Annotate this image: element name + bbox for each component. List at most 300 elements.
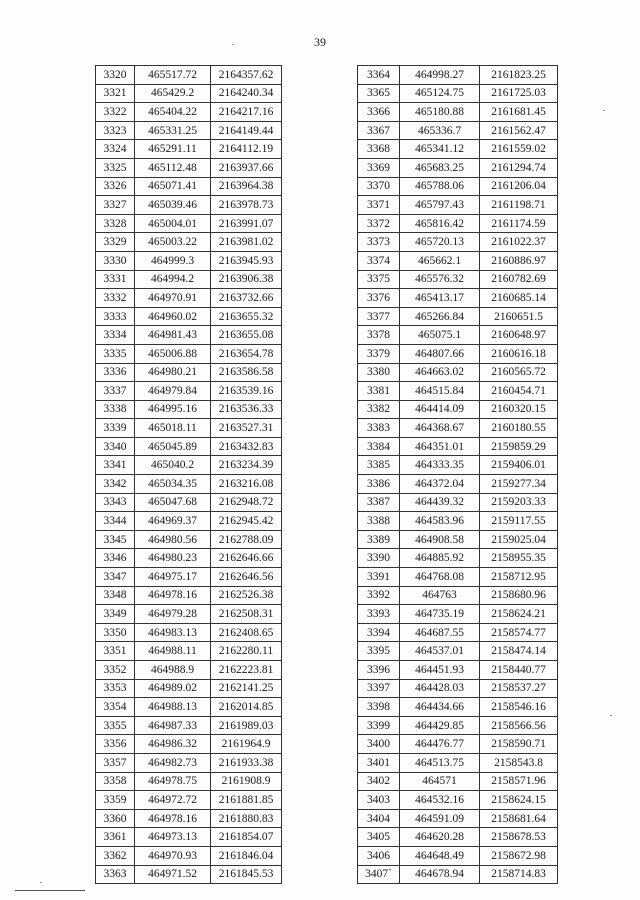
- y-coordinate-cell: 2162646.56: [211, 568, 282, 587]
- y-coordinate-cell: 2159859.29: [480, 437, 558, 456]
- point-number-cell: 3345: [96, 530, 135, 549]
- y-coordinate-cell: 2158543.8: [480, 753, 558, 772]
- table-row: [358, 84, 558, 103]
- point-number-cell: 3385: [358, 456, 400, 475]
- point-number-cell: 3352: [96, 661, 135, 680]
- table-row: [358, 530, 558, 549]
- y-coordinate-cell: 2164240.34: [211, 84, 282, 103]
- table-row: [358, 586, 558, 605]
- y-coordinate-cell: 2158680.96: [480, 586, 558, 605]
- table-row: [96, 158, 282, 177]
- point-number-cell: 3395: [358, 642, 400, 661]
- point-number-cell: 3375: [358, 270, 400, 289]
- table-row: [358, 233, 558, 252]
- x-coordinate-cell: 464971.52: [135, 865, 211, 884]
- y-coordinate-cell: 2164217.16: [211, 103, 282, 122]
- table-row: [96, 586, 282, 605]
- y-coordinate-cell: 2161908.9: [211, 772, 282, 791]
- x-coordinate-cell: 464987.33: [135, 716, 211, 735]
- table-row: [358, 382, 558, 401]
- x-coordinate-cell: 465003.22: [135, 233, 211, 252]
- y-coordinate-cell: 2164112.19: [211, 140, 282, 159]
- point-number-cell: 3401: [358, 753, 400, 772]
- table-row: [358, 121, 558, 140]
- table-row: [358, 549, 558, 568]
- x-coordinate-cell: 465071.41: [135, 177, 211, 196]
- x-coordinate-cell: 465047.68: [135, 493, 211, 512]
- y-coordinate-cell: 2162223.81: [211, 661, 282, 680]
- footer-rule: [15, 890, 85, 891]
- y-coordinate-cell: 2158474.14: [480, 642, 558, 661]
- table-row: [358, 475, 558, 494]
- point-number-cell: 3348: [96, 586, 135, 605]
- y-coordinate-cell: 2158681.64: [480, 809, 558, 828]
- table-row: [358, 493, 558, 512]
- y-coordinate-cell: 2161559.02: [480, 140, 558, 159]
- y-coordinate-cell: 2164357.62: [211, 66, 282, 85]
- x-coordinate-cell: 465429.2: [135, 84, 211, 103]
- x-coordinate-cell: 465075.1: [400, 326, 480, 345]
- table-row: [96, 865, 282, 884]
- y-coordinate-cell: 2159406.01: [480, 456, 558, 475]
- x-coordinate-cell: 465797.43: [400, 196, 480, 215]
- y-coordinate-cell: 2162141.25: [211, 679, 282, 698]
- point-number-cell: 3374: [358, 251, 400, 270]
- point-number-cell: 3339: [96, 419, 135, 438]
- x-coordinate-cell: 464970.93: [135, 846, 211, 865]
- x-coordinate-cell: 465034.35: [135, 475, 211, 494]
- y-coordinate-cell: 2161206.04: [480, 177, 558, 196]
- y-coordinate-cell: 2162014.85: [211, 698, 282, 717]
- x-coordinate-cell: 464988.13: [135, 698, 211, 717]
- point-number-cell: 3370: [358, 177, 400, 196]
- point-number-cell: 3382: [358, 400, 400, 419]
- x-coordinate-cell: 464885.92: [400, 549, 480, 568]
- table-row: [358, 437, 558, 456]
- point-number-cell: 3371: [358, 196, 400, 215]
- table-row: [96, 289, 282, 308]
- point-number-cell: 3338: [96, 400, 135, 419]
- table-row: [358, 177, 558, 196]
- y-coordinate-cell: 2158537.27: [480, 679, 558, 698]
- point-number-cell: 3342: [96, 475, 135, 494]
- point-number-cell: 3322: [96, 103, 135, 122]
- y-coordinate-cell: 2158714.83: [480, 865, 558, 884]
- y-coordinate-cell: 2159025.04: [480, 530, 558, 549]
- table-row: [96, 791, 282, 810]
- table-row: [358, 270, 558, 289]
- y-coordinate-cell: 2163234.39: [211, 456, 282, 475]
- point-number-cell: 3381: [358, 382, 400, 401]
- table-row: [358, 158, 558, 177]
- table-row: [358, 846, 558, 865]
- point-number-cell: 3380: [358, 363, 400, 382]
- table-row: [358, 828, 558, 847]
- table-row: [96, 140, 282, 159]
- point-number-cell: 3335: [96, 344, 135, 363]
- y-coordinate-cell: 2163945.93: [211, 251, 282, 270]
- y-coordinate-cell: 2158574.77: [480, 623, 558, 642]
- point-number-cell: 3355: [96, 716, 135, 735]
- x-coordinate-cell: 465720.13: [400, 233, 480, 252]
- x-coordinate-cell: 465816.42: [400, 214, 480, 233]
- point-number-cell: 3328: [96, 214, 135, 233]
- x-coordinate-cell: 464980.56: [135, 530, 211, 549]
- table-row: [96, 809, 282, 828]
- x-coordinate-cell: 464351.01: [400, 437, 480, 456]
- y-coordinate-cell: 2160565.72: [480, 363, 558, 382]
- table-row: [358, 363, 558, 382]
- point-number-cell: 3364: [358, 66, 400, 85]
- point-number-cell: 3369: [358, 158, 400, 177]
- x-coordinate-cell: 464998.27: [400, 66, 480, 85]
- table-row: [358, 326, 558, 345]
- table-row: [358, 791, 558, 810]
- point-number-cell: 3393: [358, 605, 400, 624]
- x-coordinate-cell: 464583.96: [400, 512, 480, 531]
- x-coordinate-cell: 465112.48: [135, 158, 211, 177]
- point-number-cell: 3366: [358, 103, 400, 122]
- x-coordinate-cell: 464532.16: [400, 791, 480, 810]
- table-row: [96, 661, 282, 680]
- y-coordinate-cell: 2158440.77: [480, 661, 558, 680]
- point-number-cell: 3388: [358, 512, 400, 531]
- y-coordinate-cell: 2163981.02: [211, 233, 282, 252]
- y-coordinate-cell: 2161174.59: [480, 214, 558, 233]
- point-number-cell: 3365: [358, 84, 400, 103]
- table-row: [96, 196, 282, 215]
- point-number-cell: 3403: [358, 791, 400, 810]
- x-coordinate-cell: 464515.84: [400, 382, 480, 401]
- point-number-cell: 3329: [96, 233, 135, 252]
- table-row: [96, 382, 282, 401]
- point-number-cell: 3332: [96, 289, 135, 308]
- x-coordinate-cell: 464981.43: [135, 326, 211, 345]
- table-row: [358, 716, 558, 735]
- point-number-cell: 3390: [358, 549, 400, 568]
- table-row: [358, 103, 558, 122]
- x-coordinate-cell: 465266.84: [400, 307, 480, 326]
- table-row: [96, 493, 282, 512]
- x-coordinate-cell: 464451.93: [400, 661, 480, 680]
- y-coordinate-cell: 2158678.53: [480, 828, 558, 847]
- table-row: [358, 568, 558, 587]
- table-row: [96, 753, 282, 772]
- point-number-cell: 3399: [358, 716, 400, 735]
- x-coordinate-cell: 464999.3: [135, 251, 211, 270]
- point-number-cell: 3377: [358, 307, 400, 326]
- point-number-cell: 3405: [358, 828, 400, 847]
- y-coordinate-cell: 2164149.44: [211, 121, 282, 140]
- x-coordinate-cell: 464979.28: [135, 605, 211, 624]
- x-coordinate-cell: 464368.67: [400, 419, 480, 438]
- x-coordinate-cell: 464982.73: [135, 753, 211, 772]
- table-row: [358, 642, 558, 661]
- table-row: [96, 251, 282, 270]
- point-number-cell: 3396: [358, 661, 400, 680]
- coordinates-table-right: [357, 65, 558, 884]
- y-coordinate-cell: 2162508.31: [211, 605, 282, 624]
- point-number-cell: 3389: [358, 530, 400, 549]
- x-coordinate-cell: 464513.75: [400, 753, 480, 772]
- y-coordinate-cell: 2163732.66: [211, 289, 282, 308]
- table-row: [358, 809, 558, 828]
- table-row: [96, 419, 282, 438]
- table-row: [96, 103, 282, 122]
- table-row: [358, 605, 558, 624]
- table-row: [96, 605, 282, 624]
- x-coordinate-cell: 465517.72: [135, 66, 211, 85]
- x-coordinate-cell: 464768.08: [400, 568, 480, 587]
- table-row: [96, 735, 282, 754]
- point-number-cell: 3361: [96, 828, 135, 847]
- x-coordinate-cell: 464969.37: [135, 512, 211, 531]
- y-coordinate-cell: 2163964.38: [211, 177, 282, 196]
- x-coordinate-cell: 464972.72: [135, 791, 211, 810]
- x-coordinate-cell: 464620.28: [400, 828, 480, 847]
- y-coordinate-cell: 2160651.5: [480, 307, 558, 326]
- y-coordinate-cell: 2161845.53: [211, 865, 282, 884]
- y-coordinate-cell: 2163432.83: [211, 437, 282, 456]
- table-row: [358, 661, 558, 680]
- x-coordinate-cell: 465683.25: [400, 158, 480, 177]
- table-row: [96, 233, 282, 252]
- point-number-cell: 3323: [96, 121, 135, 140]
- point-number-cell: 3400: [358, 735, 400, 754]
- y-coordinate-cell: 2160685.14: [480, 289, 558, 308]
- x-coordinate-cell: 464973.13: [135, 828, 211, 847]
- y-coordinate-cell: 2160454.71: [480, 382, 558, 401]
- table-row: [96, 568, 282, 587]
- x-coordinate-cell: 464429.85: [400, 716, 480, 735]
- table-row: [358, 419, 558, 438]
- page-number: 39: [314, 35, 326, 49]
- point-number-cell: 3397: [358, 679, 400, 698]
- y-coordinate-cell: 2158624.21: [480, 605, 558, 624]
- point-number-cell: 3334: [96, 326, 135, 345]
- x-coordinate-cell: 464980.21: [135, 363, 211, 382]
- table-row: [96, 846, 282, 865]
- x-coordinate-cell: 464975.17: [135, 568, 211, 587]
- table-row: [96, 326, 282, 345]
- point-number-cell: 3347: [96, 568, 135, 587]
- x-coordinate-cell: 464439.32: [400, 493, 480, 512]
- y-coordinate-cell: 2159117.55: [480, 512, 558, 531]
- x-coordinate-cell: 464735.19: [400, 605, 480, 624]
- table-row: [358, 623, 558, 642]
- table-row: [358, 140, 558, 159]
- x-coordinate-cell: 464986.32: [135, 735, 211, 754]
- y-coordinate-cell: 2158712.95: [480, 568, 558, 587]
- table-row: [358, 512, 558, 531]
- table-row: [358, 735, 558, 754]
- x-coordinate-cell: 464989.02: [135, 679, 211, 698]
- table-row: [96, 642, 282, 661]
- y-coordinate-cell: 2161933.38: [211, 753, 282, 772]
- point-number-cell: 3404: [358, 809, 400, 828]
- table-row: [96, 456, 282, 475]
- y-coordinate-cell: 2163937.66: [211, 158, 282, 177]
- x-coordinate-cell: 464908.58: [400, 530, 480, 549]
- y-coordinate-cell: 2161989.03: [211, 716, 282, 735]
- x-coordinate-cell: 464988.9: [135, 661, 211, 680]
- y-coordinate-cell: 2163991.07: [211, 214, 282, 233]
- table-row: [96, 716, 282, 735]
- x-coordinate-cell: 465336.7: [400, 121, 480, 140]
- scan-speck: [40, 882, 42, 883]
- x-coordinate-cell: 464988.11: [135, 642, 211, 661]
- point-number-cell: 3336: [96, 363, 135, 382]
- x-coordinate-cell: 465124.75: [400, 84, 480, 103]
- y-coordinate-cell: 2162945.42: [211, 512, 282, 531]
- y-coordinate-cell: 2161198.71: [480, 196, 558, 215]
- x-coordinate-cell: 464428.03: [400, 679, 480, 698]
- point-number-cell: 3363: [96, 865, 135, 884]
- y-coordinate-cell: 2161294.74: [480, 158, 558, 177]
- point-number-cell: 3341: [96, 456, 135, 475]
- table-row: [358, 679, 558, 698]
- point-number-cell: 3387: [358, 493, 400, 512]
- x-coordinate-cell: 464678.94: [400, 865, 480, 884]
- point-number-cell: 3391: [358, 568, 400, 587]
- x-coordinate-cell: 464994.2: [135, 270, 211, 289]
- x-coordinate-cell: 464978.16: [135, 809, 211, 828]
- table-row: [358, 307, 558, 326]
- table-row: [358, 214, 558, 233]
- x-coordinate-cell: 464980.23: [135, 549, 211, 568]
- table-row: [358, 251, 558, 270]
- y-coordinate-cell: 2159203.33: [480, 493, 558, 512]
- y-coordinate-cell: 2162408.65: [211, 623, 282, 642]
- x-coordinate-cell: 465404.22: [135, 103, 211, 122]
- table-row: [96, 437, 282, 456]
- point-number-cell: 3326: [96, 177, 135, 196]
- y-coordinate-cell: 2163586.58: [211, 363, 282, 382]
- point-number-cell: 3367: [358, 121, 400, 140]
- y-coordinate-cell: 2161854.07: [211, 828, 282, 847]
- x-coordinate-cell: 464434.66: [400, 698, 480, 717]
- point-number-cell: 3325: [96, 158, 135, 177]
- table-row: [96, 549, 282, 568]
- table-row: [358, 865, 558, 884]
- point-number-cell: 3373: [358, 233, 400, 252]
- table-row: [96, 177, 282, 196]
- x-coordinate-cell: 464372.04: [400, 475, 480, 494]
- y-coordinate-cell: 2162948.72: [211, 493, 282, 512]
- y-coordinate-cell: 2163655.08: [211, 326, 282, 345]
- x-coordinate-cell: 464979.84: [135, 382, 211, 401]
- table-row: [96, 307, 282, 326]
- x-coordinate-cell: 465039.46: [135, 196, 211, 215]
- x-coordinate-cell: 464414.09: [400, 400, 480, 419]
- x-coordinate-cell: 465040.2: [135, 456, 211, 475]
- x-coordinate-cell: 465576.32: [400, 270, 480, 289]
- point-number-cell: 3406: [358, 846, 400, 865]
- point-number-cell: 3392: [358, 586, 400, 605]
- y-coordinate-cell: 2163906.38: [211, 270, 282, 289]
- table-row: [96, 363, 282, 382]
- point-number-cell: 3360: [96, 809, 135, 828]
- table-row: [358, 753, 558, 772]
- y-coordinate-cell: 2163655.32: [211, 307, 282, 326]
- y-coordinate-cell: 2160320.15: [480, 400, 558, 419]
- point-number-cell: 3362: [96, 846, 135, 865]
- point-number-cell: 3357: [96, 753, 135, 772]
- table-row: [96, 270, 282, 289]
- table-row: [358, 196, 558, 215]
- scan-speck: [232, 44, 234, 45]
- y-coordinate-cell: 2159277.34: [480, 475, 558, 494]
- point-number-cell: 3354: [96, 698, 135, 717]
- y-coordinate-cell: 2163654.78: [211, 344, 282, 363]
- x-coordinate-cell: 465180.88: [400, 103, 480, 122]
- x-coordinate-cell: 465341.12: [400, 140, 480, 159]
- point-number-cell: 3340: [96, 437, 135, 456]
- point-number-cell: 3333: [96, 307, 135, 326]
- y-coordinate-cell: 2161681.45: [480, 103, 558, 122]
- point-number-cell: 3376: [358, 289, 400, 308]
- point-number-cell: 3350: [96, 623, 135, 642]
- y-coordinate-cell: 2158566.56: [480, 716, 558, 735]
- x-coordinate-cell: 464571: [400, 772, 480, 791]
- table-row: [358, 289, 558, 308]
- x-coordinate-cell: 464648.49: [400, 846, 480, 865]
- x-coordinate-cell: 464663.02: [400, 363, 480, 382]
- x-coordinate-cell: 464995.16: [135, 400, 211, 419]
- y-coordinate-cell: 2160782.69: [480, 270, 558, 289]
- point-number-cell: 3372: [358, 214, 400, 233]
- point-number-cell: 3394: [358, 623, 400, 642]
- point-number-cell: 3327: [96, 196, 135, 215]
- y-coordinate-cell: 2163527.31: [211, 419, 282, 438]
- x-coordinate-cell: 464333.35: [400, 456, 480, 475]
- point-number-cell: 3398: [358, 698, 400, 717]
- table-row: [96, 530, 282, 549]
- table-row: [96, 698, 282, 717]
- table-row: [96, 84, 282, 103]
- point-number-cell: 3402: [358, 772, 400, 791]
- table-row: [358, 400, 558, 419]
- x-coordinate-cell: 464537.01: [400, 642, 480, 661]
- y-coordinate-cell: 2161725.03: [480, 84, 558, 103]
- point-number-cell: 3343: [96, 493, 135, 512]
- x-coordinate-cell: 464970.91: [135, 289, 211, 308]
- table-row: [96, 344, 282, 363]
- table-row: [358, 344, 558, 363]
- point-number-cell: 3349: [96, 605, 135, 624]
- table-row: [96, 121, 282, 140]
- x-coordinate-cell: 464591.09: [400, 809, 480, 828]
- table-row: [358, 456, 558, 475]
- point-number-cell: 3324: [96, 140, 135, 159]
- x-coordinate-cell: 464807.66: [400, 344, 480, 363]
- x-coordinate-cell: 465788.06: [400, 177, 480, 196]
- table-row: [96, 400, 282, 419]
- y-coordinate-cell: 2162646.66: [211, 549, 282, 568]
- point-number-cell: 3379: [358, 344, 400, 363]
- y-coordinate-cell: 2161964.9: [211, 735, 282, 754]
- y-coordinate-cell: 2161823.25: [480, 66, 558, 85]
- point-number-cell: 3331: [96, 270, 135, 289]
- x-coordinate-cell: 464978.75: [135, 772, 211, 791]
- table-row: [358, 698, 558, 717]
- table-row: [96, 66, 282, 85]
- y-coordinate-cell: 2161880.83: [211, 809, 282, 828]
- table-row: [358, 772, 558, 791]
- y-coordinate-cell: 2162526.38: [211, 586, 282, 605]
- x-coordinate-cell: 465331.25: [135, 121, 211, 140]
- x-coordinate-cell: 465006.88: [135, 344, 211, 363]
